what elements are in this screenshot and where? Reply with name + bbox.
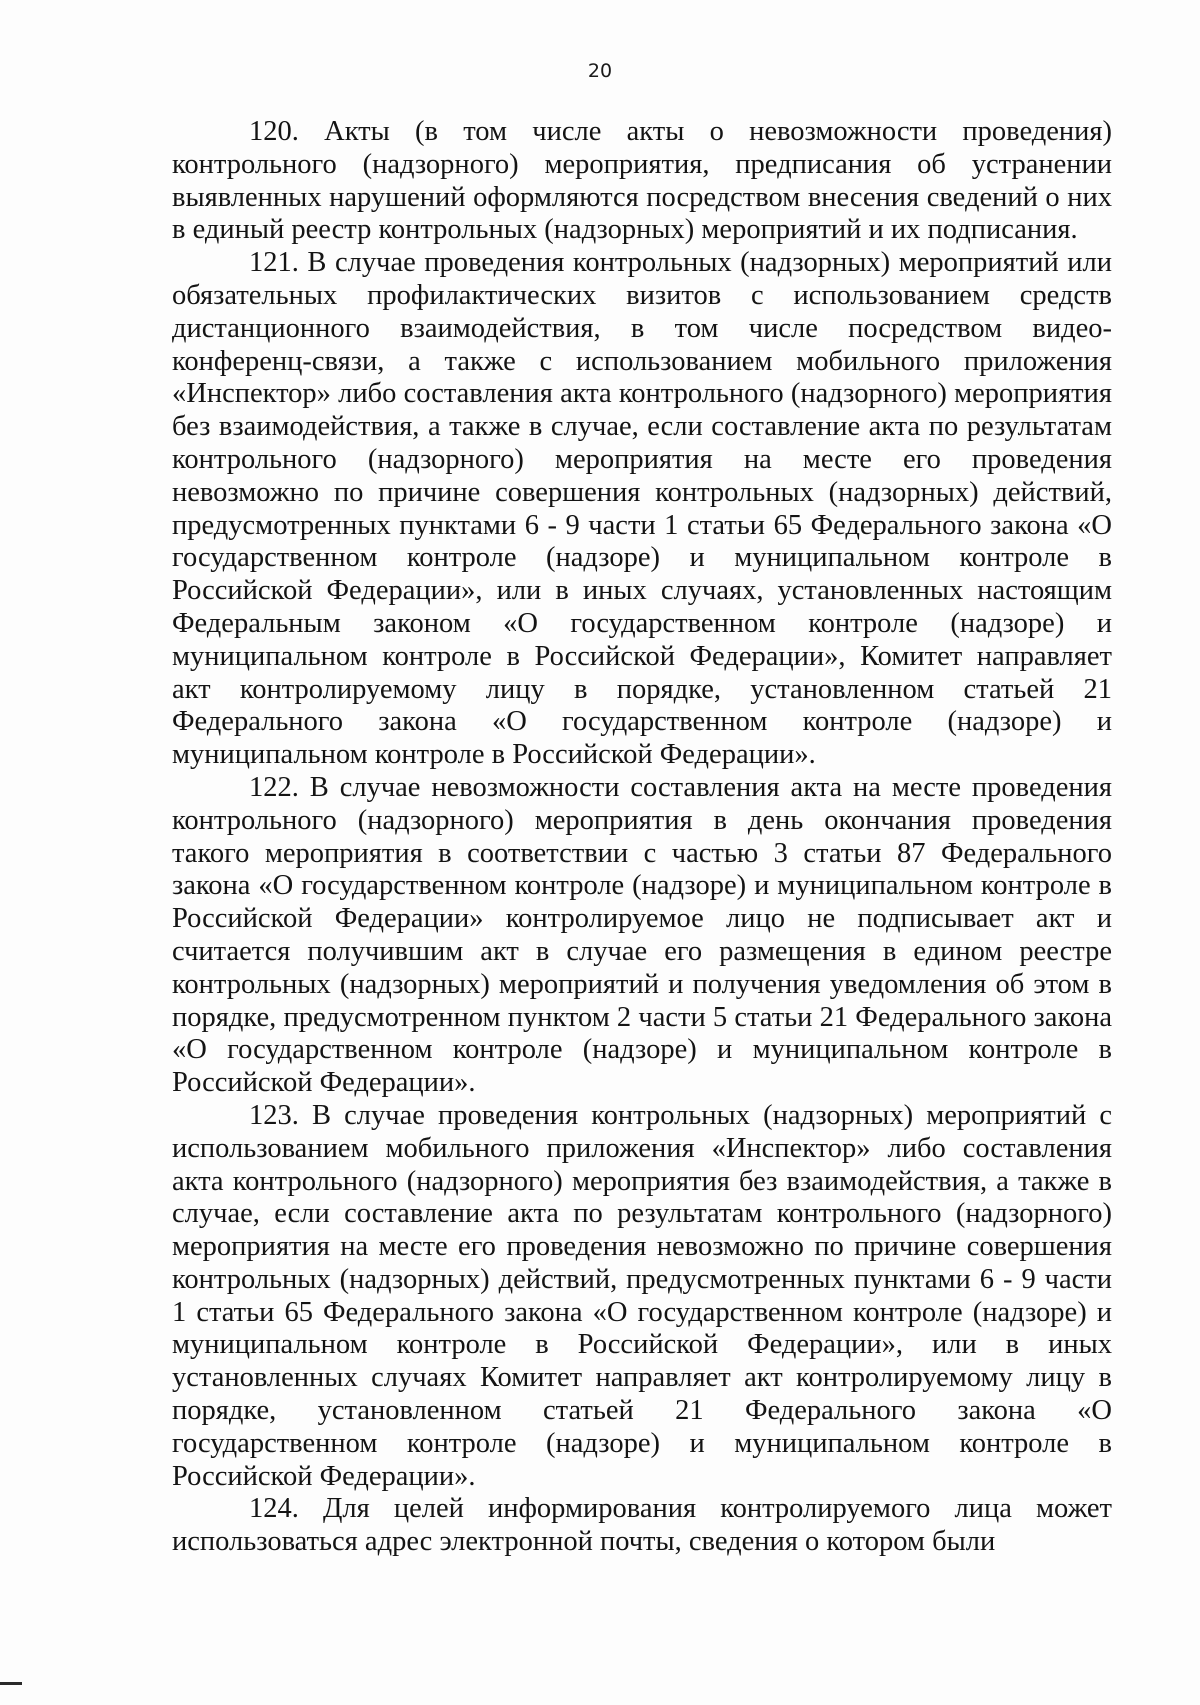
scan-edge-mark xyxy=(0,1682,22,1685)
page-number: 20 xyxy=(587,60,613,82)
paragraph-124: 124. Для целей информирования контролируемого лица может использоваться адрес электронной почты, сведения о котором были xyxy=(172,1493,1112,1558)
paragraph-120: 120. Акты (в том числе акты о невозможности проведения) контрольного (надзорного) мероприятия, предписания об устранении выявленных нарушений оформляются посредством внесения сведений о них в единый реестр контрольных (надзорных) мероприятий и их подписания. xyxy=(172,116,1112,246)
paragraph-123: 123. В случае проведения контрольных (надзорных) мероприятий с использованием мобильного приложения «Инспектор» либо составления акта контрольного (надзорного) мероприятия без взаимодействия, а также в случае, если составление акта по результатам контрольного (надзорного) мероприятия на месте его проведения невозможно по причине совершения контрольных (надзорных) действий, предусмотренных пунктами 6 - 9 части 1 статьи 65 Федерального закона «О государственном контроле (надзоре) и муниципальном контроле в Российской Федерации», или в иных установленных случаях Комитет направляет акт контролируемому лицу в порядке, установленном статьей 21 Федерального закона «О государственном контроле (надзоре) и муниципальном контроле в Российской Федерации». xyxy=(172,1099,1112,1492)
paragraph-121: 121. В случае проведения контрольных (надзорных) мероприятий или обязательных профилактических визитов с использованием средств дистанционного взаимодействия, в том числе посредством видео-конференц-связи, а также с использованием мобильного приложения «Инспектор» либо составления акта контрольного (надзорного) мероприятия без взаимодействия, а также в случае, если составление акта по результатам контрольного (надзорного) мероприятия на месте его проведения невозможно по причине совершения контрольных (надзорных) действий, предусмотренных пунктами 6 - 9 части 1 статьи 65 Федерального закона «О государственном контроле (надзоре) и муниципальном контроле в Российской Федерации», или в иных случаях, установленных настоящим Федеральным законом «О государственном контроле (надзоре) и муниципальном контроле в Российской Федерации», Комитет направляет акт контролируемому лицу в порядке, установленном статьей 21 Федерального закона «О государственном контроле (надзоре) и муниципальном контроле в Российской Федерации». xyxy=(172,247,1112,771)
document-body xyxy=(172,116,1112,1559)
paragraph-122: 122. В случае невозможности составления акта на месте проведения контрольного (надзорного) мероприятия в день окончания проведения такого мероприятия в соответствии с частью 3 статьи 87 Федерального закона «О государственном контроле (надзоре) и муниципальном контроле в Российской Федерации» контролируемое лицо не подписывает акт и считается получившим акт в случае его размещения в едином реестре контрольных (надзорных) мероприятий и получения уведомления об этом в порядке, предусмотренном пунктом 2 части 5 статьи 21 Федерального закона «О государственном контроле (надзоре) и муниципальном контроле в Российской Федерации». xyxy=(172,771,1112,1099)
